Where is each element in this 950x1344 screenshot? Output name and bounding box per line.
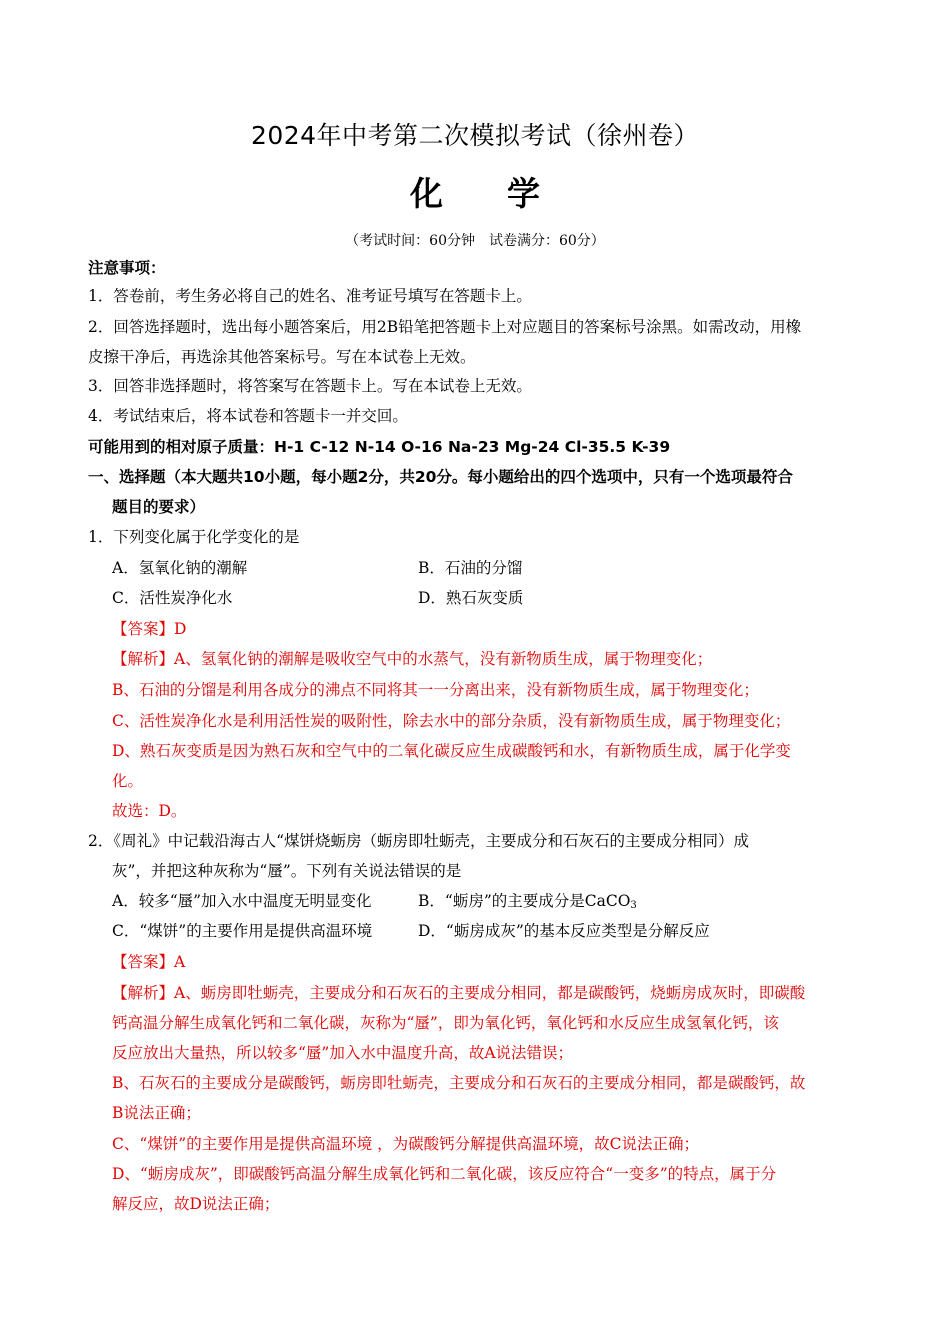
q1-analysis-line: 【解析】A、氢氧化钠的潮解是吸收空气中的水蒸气，没有新物质生成，属于物理变化； xyxy=(112,650,713,668)
notes-heading: 注意事项： xyxy=(88,259,166,277)
q2-option-a: A．较多“蜃”加入水中温度无明显变化 xyxy=(112,892,372,910)
q1-option-b: B．石油的分馏 xyxy=(418,559,523,577)
atomic-masses: 可能用到的相对原子质量：H-1 C-12 N-14 O-16 Na-23 Mg-24 Cl-35.5 K-39 xyxy=(88,438,671,456)
q1-analysis-line: 故选：D。 xyxy=(112,802,187,820)
note-item: 4．考试结束后，将本试卷和答题卡一并交回。 xyxy=(88,407,408,425)
exam-info: （考试时间：60分钟 试卷满分：60分） xyxy=(345,233,605,249)
q2-option-c: C．“煤饼”的主要作用是提供高温环境 xyxy=(112,922,373,940)
q2-analysis-line: B、石灰石的主要成分是碳酸钙，蛎房即牡蛎壳，主要成分和石灰石的主要成分相同，都是碳酸钙，故 xyxy=(112,1074,806,1092)
subject-title: 化学 xyxy=(410,174,604,213)
q2-analysis-line: B说法正确； xyxy=(112,1104,201,1122)
q1-option-c: C．活性炭净化水 xyxy=(112,589,233,607)
q2-stem: 2．《周礼》中记载沿海古人“煤饼烧蛎房（蛎房即牡蛎壳，主要成分和石灰石的主要成分相同）成 xyxy=(88,832,750,850)
q2-analysis-line: 解反应，故D说法正确； xyxy=(112,1195,280,1213)
q2-analysis-line: 钙高温分解生成氧化钙和二氧化碳，灰称为“蜃”，即为氧化钙，氧化钙和水反应生成氢氧化钙，该 xyxy=(112,1014,779,1032)
q2-analysis-line: 【解析】A、蛎房即牡蛎壳，主要成分和石灰石的主要成分相同，都是碳酸钙，烧蛎房成灰时，即碳酸 xyxy=(112,984,806,1002)
q1-answer: 【答案】D xyxy=(112,620,187,638)
note-item: 2．回答选择题时，选出每小题答案后，用2B铅笔把答题卡上对应题目的答案标号涂黑。如需改动，用橡 xyxy=(88,318,802,336)
note-item: 3．回答非选择题时，将答案写在答题卡上。写在本试卷上无效。 xyxy=(88,377,532,395)
q1-analysis-line: D、熟石灰变质是因为熟石灰和空气中的二氧化碳反应生成碳酸钙和水，有新物质生成，属于化学变 xyxy=(112,742,791,760)
note-item: 皮擦干净后，再选涂其他答案标号。写在本试卷上无效。 xyxy=(88,348,476,366)
q2-analysis-line: D、“蛎房成灰”，即碳酸钙高温分解生成氧化钙和二氧化碳，该反应符合“一变多”的特点，属于分 xyxy=(112,1165,777,1183)
section-heading-cont: 题目的要求） xyxy=(112,498,206,516)
q2-answer: 【答案】A xyxy=(112,953,186,971)
q1-stem: 1．下列变化属于化学变化的是 xyxy=(88,528,300,546)
section-heading: 一、选择题（本大题共10小题，每小题2分，共20分。每小题给出的四个选项中，只有一个选项最符合 xyxy=(88,468,793,486)
q2-option-d: D．“蛎房成灰”的基本反应类型是分解反应 xyxy=(418,922,710,940)
q2-analysis-line: 反应放出大量热，所以较多“蜃”加入水中温度升高，故A说法错误； xyxy=(112,1044,574,1062)
q2-analysis-line: C、“煤饼”的主要作用是提供高温环境 ，为碳酸钙分解提供高温环境，故C说法正确； xyxy=(112,1135,699,1153)
q1-option-a: A．氢氧化钠的潮解 xyxy=(112,559,248,577)
q1-analysis-line: B、石油的分馏是利用各成分的沸点不同将其一一分离出来，没有新物质生成，属于物理变化； xyxy=(112,681,759,699)
q1-analysis-line: 化。 xyxy=(112,772,144,790)
q1-analysis-line: C、活性炭净化水是利用活性炭的吸附性，除去水中的部分杂质，没有新物质生成，属于物理变化； xyxy=(112,712,791,730)
q2-option-b: B．“蛎房”的主要成分是CaCO$_3$ xyxy=(418,892,637,911)
exam-title: 2024年中考第二次模拟考试（徐州卷） xyxy=(250,121,700,150)
q1-option-d: D．熟石灰变质 xyxy=(418,589,524,607)
q2-stem-cont: 灰”，并把这种灰称为“蜃”。下列有关说法错误的是 xyxy=(112,862,462,880)
note-item: 1．答卷前，考生务必将自己的姓名、准考证号填写在答题卡上。 xyxy=(88,287,532,305)
